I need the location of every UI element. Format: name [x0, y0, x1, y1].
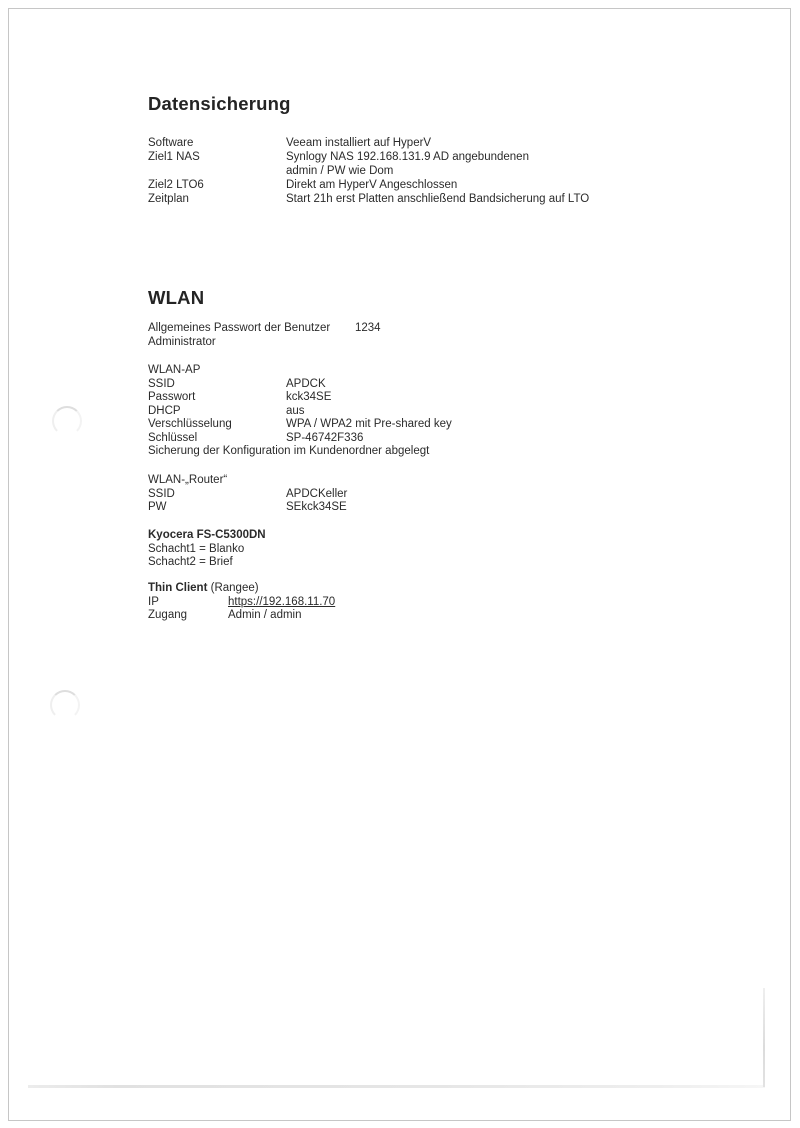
- section-title-datensicherung: Datensicherung: [148, 93, 291, 114]
- field-label: Administrator: [148, 335, 216, 348]
- table-row: [148, 488, 347, 502]
- field-value: admin / PW wie Dom: [286, 165, 394, 177]
- hole-punch-mark-bottom: [50, 690, 80, 720]
- hole-punch-mark-top: [52, 406, 82, 436]
- field-label: DHCP: [148, 404, 181, 417]
- thin-client-title-line: [148, 582, 335, 596]
- table-row: [148, 405, 452, 419]
- kyocera-line: Schacht1 = Blanko: [148, 542, 245, 555]
- field-value: Direkt am HyperV Angeschlossen: [286, 179, 458, 191]
- field-value: SEkck34SE: [286, 501, 347, 513]
- field-value: kck34SE: [286, 391, 332, 403]
- field-value: Veeam installiert auf HyperV: [286, 137, 432, 149]
- field-label: IP: [148, 595, 159, 608]
- paper-edge-shadow-bottom: [28, 1085, 765, 1088]
- paper-edge-shadow-right: [763, 988, 765, 1087]
- table-row: [148, 501, 347, 515]
- field-label: SSID: [148, 487, 175, 500]
- kyocera-line: Schacht2 = Brief: [148, 556, 233, 568]
- table-row: [148, 432, 452, 446]
- wlan-ap-note: Sicherung der Konfiguration im Kundenordner abgelegt: [148, 445, 430, 457]
- wlan-general-password: [148, 322, 381, 349]
- table-row: [148, 178, 589, 192]
- field-value: APDCKeller: [286, 487, 348, 500]
- field-label: Zugang: [148, 609, 188, 621]
- field-label: Ziel2 LTO6: [148, 179, 204, 191]
- wlan-router-heading: WLAN-„Router“: [148, 474, 228, 486]
- table-row: [148, 164, 589, 178]
- wlan-ap-heading: WLAN-AP: [148, 364, 201, 376]
- thin-client-title: Thin Client: [148, 582, 208, 594]
- table-row: [148, 192, 589, 206]
- field-value: Admin / admin: [228, 609, 302, 621]
- table-row: [148, 609, 335, 623]
- section-title-wlan: WLAN: [148, 287, 205, 308]
- wlan-router-block: [148, 474, 347, 515]
- field-label: Allgemeines Passwort der Benutzer: [148, 322, 331, 334]
- table-row: [148, 322, 381, 336]
- field-label: SSID: [148, 377, 175, 390]
- field-value: aus: [286, 404, 305, 417]
- kyocera-title: Kyocera FS-C5300DN: [148, 529, 266, 541]
- table-row: [148, 336, 381, 350]
- field-value: 1234: [355, 322, 381, 334]
- table-row: [148, 596, 335, 610]
- thin-client-block: [148, 582, 335, 623]
- field-label: Zeitplan: [148, 193, 189, 205]
- field-label: Ziel1 NAS: [148, 151, 200, 163]
- table-row: [148, 418, 452, 432]
- field-value: Start 21h erst Platten anschließend Bandsicherung auf LTO: [286, 193, 590, 205]
- table-row: [148, 136, 589, 150]
- field-label: PW: [148, 501, 167, 513]
- kyocera-block: [148, 529, 266, 570]
- datensicherung-table: [148, 136, 589, 206]
- table-row: [148, 150, 589, 164]
- ip-link: https://192.168.11.70: [228, 595, 336, 608]
- field-label: Software: [148, 137, 194, 149]
- field-value: WPA / WPA2 mit Pre-shared key: [286, 418, 452, 430]
- field-value: SP-46742F336: [286, 431, 364, 444]
- table-row: [148, 391, 452, 405]
- table-row: [148, 378, 452, 392]
- field-label: [148, 164, 286, 178]
- field-label: Schlüssel: [148, 431, 198, 444]
- thin-client-title-suffix: (Rangee): [207, 582, 259, 594]
- field-label: Passwort: [148, 391, 196, 403]
- field-value: Synlogy NAS 192.168.131.9 AD angebundenen: [286, 151, 529, 163]
- field-label: Verschlüsselung: [148, 418, 232, 430]
- field-value: APDCK: [286, 377, 326, 390]
- wlan-ap-block: [148, 364, 452, 459]
